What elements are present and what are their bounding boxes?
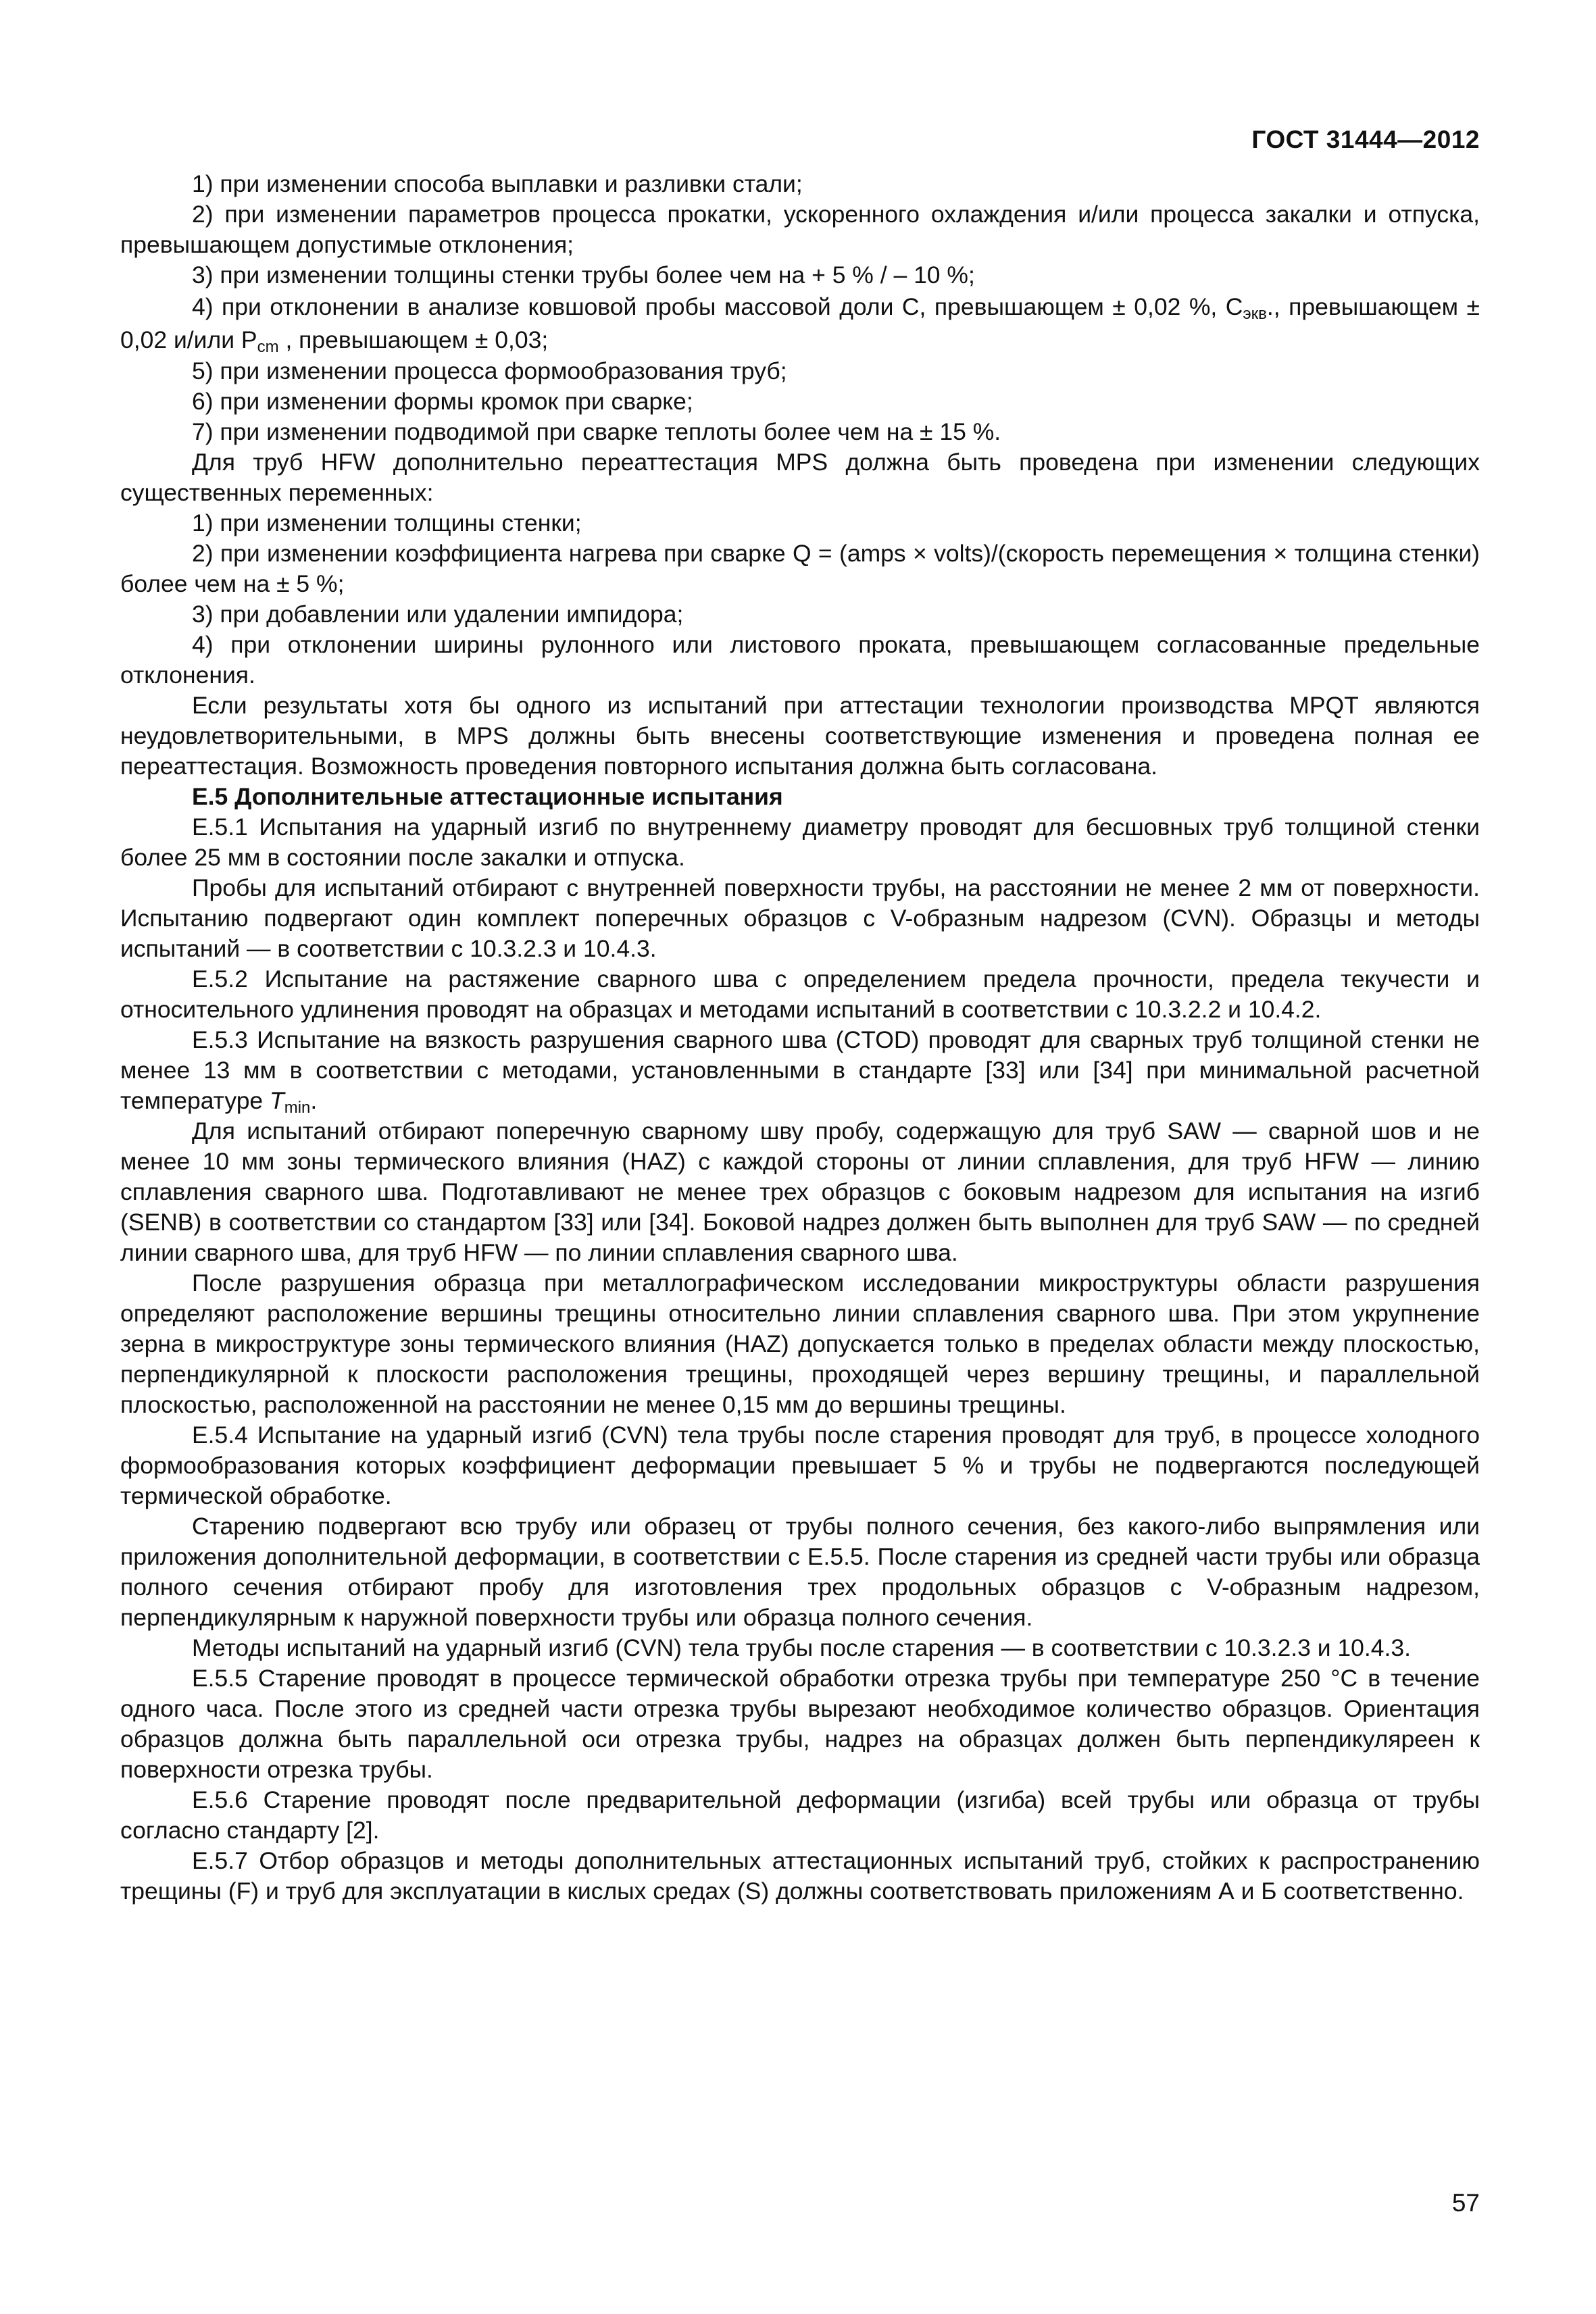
- paragraph: Е.5.2 Испытание на растяжение сварного шва с определением предела прочности, предела текучести и относительного удлинения проводят на образцах и методами испытаний в соответствии с 10.3.2.2 и 10.4.2.: [120, 965, 1480, 1023]
- paragraph: Для испытаний отбирают поперечную сварному шву пробу, содержащую для труб SAW — сварной шов и не менее 10 мм зоны термического влияния (HAZ) с каждой стороны от линии сплавления, для труб HFW — линию сплавления сварного шва. Подготавливают не менее трех образцов с боковым надрезом для испытания на изгиб (SENB) в соответствии со стандартом [33] или [34]. Боковой надрез должен быть выполнен для труб SAW — по средней линии сварного шва, для труб HFW — по линии сплавления сварного шва.: [120, 1117, 1480, 1266]
- paragraph-carbon-equivalent: [120, 291, 1480, 356]
- paragraph: Е.5.1 Испытания на ударный изгиб по внутреннему диаметру проводят для бесшовных труб толщиной стенки более 25 мм в состоянии после закалки и отпуска.: [120, 813, 1480, 871]
- paragraph-text: Е.5.3 Испытание на вязкость разрушения сварного шва (CTOD) проводят для сварных труб толщиной стенки не менее 13 мм в соответствии с методами, установленными в стандарте [33] или [34] при минимальной расчетной температуре: [120, 1026, 1480, 1114]
- paragraph: 1) при изменении толщины стенки;: [192, 509, 582, 536]
- paragraph: 6) при изменении формы кромок при сварке;: [192, 388, 693, 415]
- paragraph-text: ., превышающем ± 0,02 и/или Р: [120, 293, 1480, 353]
- paragraph-text: .: [310, 1087, 318, 1114]
- paragraph: 2) при изменении параметров процесса прокатки, ускоренного охлаждения и/или процесса закалки и отпуска, превышающем допустимые отклонения;: [120, 201, 1480, 258]
- section-heading: Е.5 Дополнительные аттестационные испытания: [192, 783, 783, 810]
- paragraph: 3) при добавлении или удалении импидора;: [192, 601, 684, 628]
- subscript-ekv: экв: [1243, 305, 1267, 323]
- paragraph: 7) при изменении подводимой при сварке теплоты более чем на ± 15 %.: [192, 418, 1001, 445]
- paragraph: 1) при изменении способа выплавки и разливки стали;: [192, 170, 803, 197]
- paragraph: Е.5.4 Испытание на ударный изгиб (CVN) тела трубы после старения проводят для труб, в процессе холодного формообразования которых коэффициент деформации превышает 5 % и трубы не подвергаются последующей термической обработке.: [120, 1422, 1480, 1509]
- paragraph: Методы испытаний на ударный изгиб (CVN) тела трубы после старения — в соответствии с 10.3.2.3 и 10.4.3.: [192, 1634, 1411, 1661]
- paragraph: 5) при изменении процесса формообразования труб;: [192, 357, 787, 384]
- subscript-cm: cm: [257, 337, 279, 356]
- paragraph: Пробы для испытаний отбирают с внутренней поверхности трубы, на расстоянии не менее 2 мм от поверхности. Испытанию подвергают один комплект поперечных образцов с V-образным надрезом (CVN). Образцы и методы испытаний — в соответствии с 10.3.2.3 и 10.4.3.: [120, 874, 1480, 962]
- temperature-symbol: T: [270, 1087, 284, 1114]
- paragraph-text: , превышающем ± 0,03;: [278, 326, 549, 353]
- paragraph: 4) при отклонении ширины рулонного или листового проката, превышающем согласованные предельные отклонения.: [120, 631, 1480, 688]
- document-body: [120, 169, 1480, 1907]
- paragraph: Если результаты хотя бы одного из испытаний при аттестации технологии производства MPQT являются неудовлетворительными, в MPS должны быть внесены соответствующие изменения и проведена полная ее переаттестация. Возможность проведения повторного испытания должна быть согласована.: [120, 692, 1480, 780]
- page-number: 57: [1451, 2189, 1480, 2217]
- paragraph: 2) при изменении коэффициента нагрева при сварке Q = (amps × volts)/(скорость перемещения × толщина стенки) более чем на ± 5 %;: [120, 540, 1480, 597]
- standard-header: ГОСТ 31444—2012: [1251, 126, 1480, 153]
- paragraph: После разрушения образца при металлографическом исследовании микроструктуры области разрушения определяют расположение вершины трещины относительно линии сплавления сварного шва. При этом укрупнение зерна в микроструктуре зоны термического влияния (HAZ) допускается только в пределах области между плоскостью, перпендикулярной к плоскости расположения трещины, проходящей через вершину трещины, и параллельной плоскостью, расположенной на расстоянии не менее 0,15 мм до вершины трещины.: [120, 1269, 1480, 1418]
- paragraph: Для труб HFW дополнительно переаттестация MPS должна быть проведена при изменении следующих существенных переменных:: [120, 449, 1480, 506]
- paragraph: 3) при изменении толщины стенки трубы более чем на + 5 % / – 10 %;: [192, 261, 975, 288]
- paragraph: Старению подвергают всю трубу или образец от трубы полного сечения, без какого-либо выпрямления или приложения дополнительной деформации, в соответствии с Е.5.5. После старения из средней части трубы или образца полного сечения отбирают пробу для изготовления трех продольных образцов с V-образным надрезом, перпендикулярным к наружной поверхности трубы или образца полного сечения.: [120, 1513, 1480, 1631]
- paragraph-text: 4) при отклонении в анализе ковшовой пробы массовой доли С, превышающем ± 0,02 %, С: [192, 293, 1243, 320]
- paragraph: Е.5.5 Старение проводят в процессе термической обработки отрезка трубы при температуре 250 °С в течение одного часа. После этого из средней части отрезка трубы вырезают необходимое количество образцов. Ориентация образцов должна быть параллельной оси отрезка трубы, надрез на образцах должен быть перпендикуляреен к поверхности отрезка трубы.: [120, 1665, 1480, 1783]
- subscript-min: min: [284, 1099, 311, 1117]
- paragraph-ctod: [120, 1025, 1480, 1116]
- paragraph: Е.5.7 Отбор образцов и методы дополнительных аттестационных испытаний труб, стойких к распространению трещины (F) и труб для эксплуатации в кислых средах (S) должны соответствовать приложениям А и Б соответственно.: [120, 1847, 1480, 1905]
- paragraph: Е.5.6 Старение проводят после предварительной деформации (изгиба) всей трубы или образца от трубы согласно стандарту [2].: [120, 1786, 1480, 1844]
